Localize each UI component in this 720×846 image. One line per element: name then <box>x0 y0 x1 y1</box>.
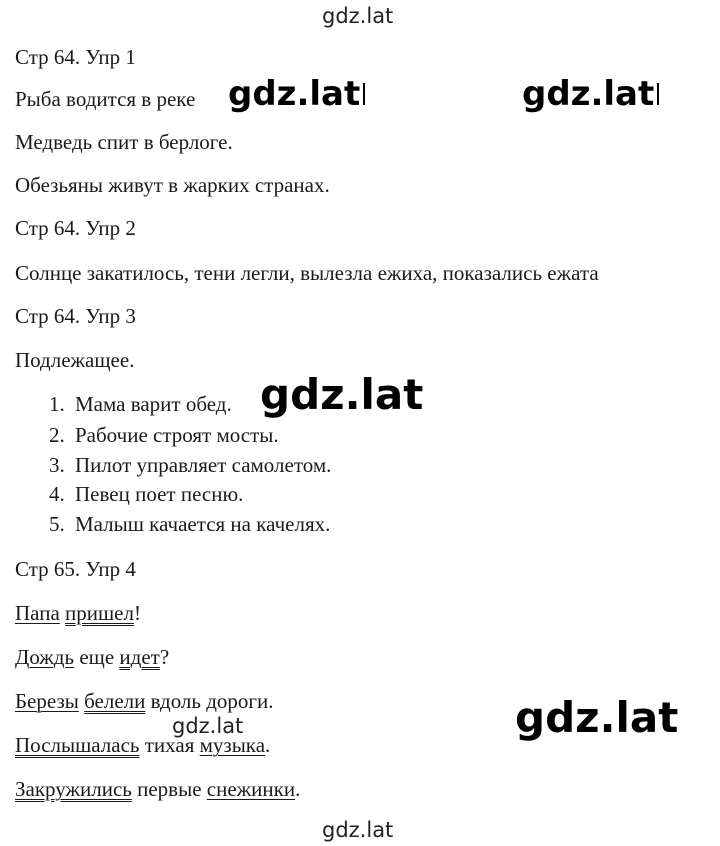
ex4-sentence-1 <box>15 600 141 626</box>
ex1-heading: Стр 64. Упр 1 <box>15 45 136 69</box>
watermark-row1-b: gdz.lat <box>522 74 659 114</box>
ex3-item-num: 1. <box>49 392 65 416</box>
punctuation: ! <box>133 601 141 625</box>
ex4-sentence-4 <box>15 732 270 758</box>
punctuation: . <box>265 733 271 757</box>
ex3-item-num: 4. <box>49 482 65 506</box>
subject: Дождь <box>15 645 75 669</box>
watermark-list: gdz.lat <box>260 370 424 419</box>
ex3-intro: Подлежащее. <box>15 348 135 372</box>
subject: снежинки <box>206 777 296 801</box>
subject: Папа <box>15 601 60 625</box>
ex3-item-1 <box>49 391 232 417</box>
ex3-heading: Стр 64. Упр 3 <box>15 304 136 328</box>
ex3-item-num: 5. <box>49 512 65 536</box>
ex3-item-3 <box>49 452 331 478</box>
ex4-sentence-3 <box>15 688 274 714</box>
plain-text: тихая <box>139 733 200 757</box>
ex2-text: Солнце закатилось, тени легли, вылезла ежиха, показались ежата <box>15 261 599 285</box>
plain-text: еще <box>74 645 120 669</box>
ex3-item-text: Певец поет песню. <box>75 482 244 506</box>
ex1-line-3: Обезьяны живут в жарких странах. <box>15 173 330 197</box>
predicate: белели <box>84 689 146 713</box>
punctuation: . <box>295 777 301 801</box>
predicate: пришел <box>65 601 134 625</box>
ex3-item-num: 2. <box>49 423 65 447</box>
ex3-item-text: Мама варит обед. <box>75 392 232 416</box>
ex3-item-num: 3. <box>49 453 65 477</box>
ex1-line-2: Медведь спит в берлоге. <box>15 130 233 154</box>
ex4-sentence-5 <box>15 776 300 802</box>
punctuation: ? <box>159 645 170 669</box>
ex3-item-text: Рабочие строят мосты. <box>75 423 279 447</box>
plain-text: первые <box>131 777 207 801</box>
ex3-item-2 <box>49 422 279 448</box>
watermark-row1-a: gdz.lat <box>228 74 365 114</box>
watermark-big: gdz.lat <box>515 693 679 742</box>
ex3-item-text: Пилот управляет самолетом. <box>75 453 332 477</box>
ex3-item-4 <box>49 481 243 507</box>
ex3-item-text: Малыш качается на качелях. <box>75 512 331 536</box>
subject: музыка <box>199 733 266 757</box>
ex4-sentence-2 <box>15 644 169 670</box>
ex2-heading: Стр 64. Упр 2 <box>15 216 136 240</box>
subject: Березы <box>15 689 79 713</box>
ex1-line-1: Рыба водится в реке <box>15 87 196 111</box>
predicate: Закружились <box>15 777 132 801</box>
ex4-heading: Стр 65. Упр 4 <box>15 557 136 581</box>
ex3-item-5 <box>49 511 330 537</box>
plain-text: вдоль дороги. <box>145 689 274 713</box>
watermark-top: gdz.lat <box>322 4 394 28</box>
predicate: Послышалась <box>15 733 140 757</box>
watermark-bottom: gdz.lat <box>322 818 394 842</box>
predicate: идет <box>119 645 160 669</box>
watermark-small-mid: gdz.lat <box>172 714 244 738</box>
